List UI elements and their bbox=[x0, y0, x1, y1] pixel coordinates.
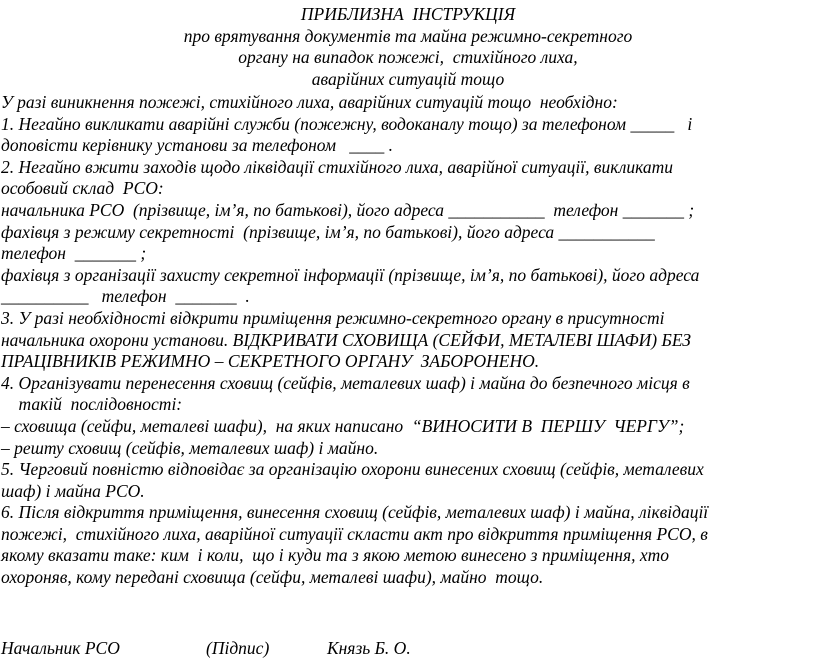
signature-block bbox=[1, 638, 811, 660]
signatory-title: Начальник РСО bbox=[1, 638, 120, 658]
item-3-line: 3. У разі необхідності відкрити приміщення режимно-секретного органу в присутності bbox=[1, 307, 665, 328]
item-6-line: якому вказати таке: ким і коли, що і куди та з якою метою винесено з приміщення, хто bbox=[1, 545, 669, 566]
intro-line: У разі виникнення пожежі, стихійного лиха, аварійних ситуацій тощо необхідно: bbox=[1, 92, 618, 112]
item-1-line: доповісти керівнику установи за телефоном ____ . bbox=[1, 135, 393, 156]
item-1-line: 1. Негайно викликати аварійні служби (пожежну, водоканалу тощо) за телефоном _____ і bbox=[1, 113, 693, 134]
item-6-line: 6. Після відкриття приміщення, винесення сховищ (сейфів, металевих шаф) і майна, ліквідації bbox=[1, 502, 709, 523]
item-2-line: __________ телефон _______ . bbox=[1, 286, 250, 307]
item-2-line: фахівця з організації захисту секретної інформації (прізвище, ім’я, по батькові), його адреса bbox=[1, 264, 700, 285]
item-6-line: пожежі, стихійного лиха, аварійної ситуації скласти акт про відкриття приміщення РСО, в bbox=[1, 523, 708, 544]
item-4-line: – решту сховищ (сейфів, металевих шаф) і майно. bbox=[1, 437, 379, 458]
signature-placeholder: (Підпис) bbox=[206, 638, 270, 658]
title-line: органу на випадок пожежі, стихійного лиха, bbox=[238, 47, 578, 67]
document-title bbox=[0, 4, 816, 90]
item-2-line: особовий склад РСО: bbox=[1, 178, 164, 199]
item-2-line: телефон _______ ; bbox=[1, 243, 147, 264]
item-3-line: ПРАЦІВНИКІВ РЕЖИМНО – СЕКРЕТНОГО ОРГАНУ ЗАБОРОНЕНО. bbox=[1, 351, 540, 372]
title-line: ПРИБЛИЗНА ІНСТРУКЦІЯ bbox=[300, 4, 516, 24]
item-2-line: фахівця з режиму секретності (прізвище, ім’я, по батькові), його адреса ___________ bbox=[1, 221, 655, 242]
item-4-line: – сховища (сейфи, металеві шафи), на яких написано “ВИНОСИТИ В ПЕРШУ ЧЕРГУ”; bbox=[1, 415, 685, 436]
item-2-line: начальника РСО (прізвище, ім’я, по батькові), його адреса ___________ телефон _______ ; bbox=[1, 199, 695, 220]
item-3-line: начальника охорони установи. ВІДКРИВАТИ СХОВИЩА (СЕЙФИ, МЕТАЛЕВІ ШАФИ) БЕЗ bbox=[1, 329, 691, 350]
item-4-line: такій послідовності: bbox=[1, 394, 183, 415]
item-2-line: 2. Негайно вжити заходів щодо ліквідації стихійного лиха, аварійної ситуації, викликати bbox=[1, 156, 674, 177]
item-4-line: 4. Організувати перенесення сховищ (сейфів, металевих шаф) і майна до безпечного місця в bbox=[1, 372, 690, 393]
item-6-line: охороняв, кому передані сховища (сейфи, металеві шафи), майно тощо. bbox=[1, 567, 544, 588]
title-line: про врятування документів та майна режимно-секретного bbox=[183, 25, 633, 46]
item-5-line: шаф) і майна РСО. bbox=[1, 480, 145, 501]
document-body bbox=[1, 92, 811, 589]
item-5-line: 5. Черговий повністю відповідає за організацію охорони винесених сховищ (сейфів, металевих bbox=[1, 459, 704, 480]
title-line: аварійних ситуацій тощо bbox=[311, 68, 505, 89]
signatory-name: Князь Б. О. bbox=[327, 638, 411, 658]
